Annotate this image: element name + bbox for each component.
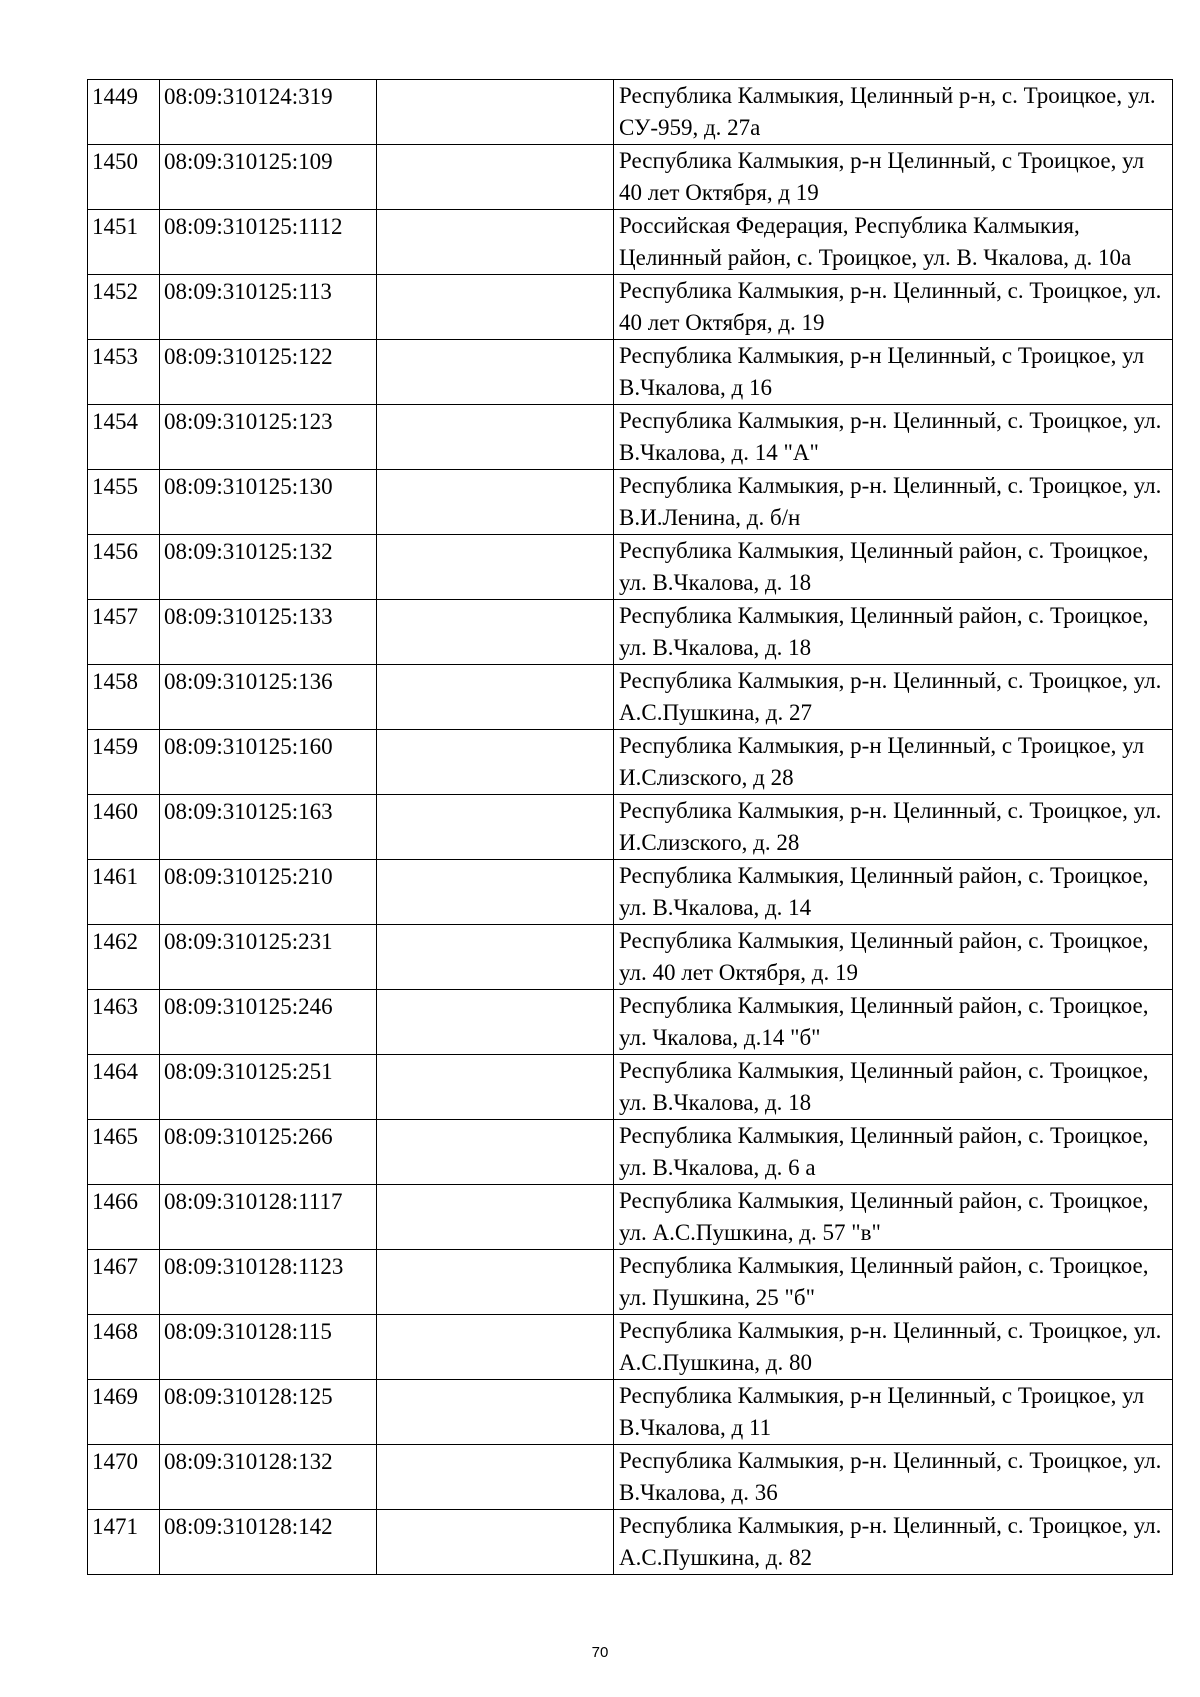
table-row: [88, 1380, 1173, 1445]
address-cell: Республика Калмыкия, р-н. Целинный, с. Троицкое, ул. В.Чкалова, д. 36: [614, 1445, 1173, 1510]
row-number-cell: 1460: [88, 795, 160, 860]
empty-cell: [377, 1380, 614, 1445]
empty-cell: [377, 275, 614, 340]
empty-cell: [377, 600, 614, 665]
property-registry-table: [87, 79, 1173, 1575]
table-row: [88, 405, 1173, 470]
table-row: [88, 80, 1173, 145]
cadastral-number-cell: 08:09:310125:160: [160, 730, 377, 795]
row-number-cell: 1467: [88, 1250, 160, 1315]
address-cell: Российская Федерация, Республика Калмыкия, Целинный район, с. Троицкое, ул. В. Чкалова, д. 10а: [614, 210, 1173, 275]
table-row: [88, 860, 1173, 925]
address-cell: Республика Калмыкия, р-н Целинный, с Троицкое, ул И.Слизского, д 28: [614, 730, 1173, 795]
address-cell: Республика Калмыкия, р-н. Целинный, с. Троицкое, ул. И.Слизского, д. 28: [614, 795, 1173, 860]
row-number-cell: 1453: [88, 340, 160, 405]
address-cell: Республика Калмыкия, р-н. Целинный, с. Троицкое, ул. В.И.Ленина, д. б/н: [614, 470, 1173, 535]
empty-cell: [377, 80, 614, 145]
table-row: [88, 275, 1173, 340]
cadastral-number-cell: 08:09:310128:1123: [160, 1250, 377, 1315]
row-number-cell: 1470: [88, 1445, 160, 1510]
cadastral-number-cell: 08:09:310125:210: [160, 860, 377, 925]
cadastral-number-cell: 08:09:310128:1117: [160, 1185, 377, 1250]
empty-cell: [377, 665, 614, 730]
row-number-cell: 1456: [88, 535, 160, 600]
address-cell: Республика Калмыкия, р-н. Целинный, с. Троицкое, ул. А.С.Пушкина, д. 27: [614, 665, 1173, 730]
table-row: [88, 795, 1173, 860]
cadastral-number-cell: 08:09:310125:251: [160, 1055, 377, 1120]
address-cell: Республика Калмыкия, Целинный район, с. Троицкое, ул. Пушкина, 25 "б": [614, 1250, 1173, 1315]
cadastral-number-cell: 08:09:310125:1112: [160, 210, 377, 275]
row-number-cell: 1464: [88, 1055, 160, 1120]
table-row: [88, 470, 1173, 535]
table-row: [88, 730, 1173, 795]
empty-cell: [377, 1315, 614, 1380]
cadastral-number-cell: 08:09:310125:109: [160, 145, 377, 210]
row-number-cell: 1449: [88, 80, 160, 145]
row-number-cell: 1469: [88, 1380, 160, 1445]
table-row: [88, 665, 1173, 730]
row-number-cell: 1461: [88, 860, 160, 925]
row-number-cell: 1454: [88, 405, 160, 470]
table-row: [88, 990, 1173, 1055]
registry-table-body: [88, 80, 1173, 1575]
empty-cell: [377, 535, 614, 600]
address-cell: Республика Калмыкия, р-н Целинный, с Троицкое, ул В.Чкалова, д 16: [614, 340, 1173, 405]
table-row: [88, 1510, 1173, 1575]
empty-cell: [377, 1445, 614, 1510]
cadastral-number-cell: 08:09:310128:142: [160, 1510, 377, 1575]
address-cell: Республика Калмыкия, Целинный район, с. Троицкое, ул. В.Чкалова, д. 14: [614, 860, 1173, 925]
row-number-cell: 1457: [88, 600, 160, 665]
address-cell: Республика Калмыкия, Целинный район, с. Троицкое, ул. Чкалова, д.14 "б": [614, 990, 1173, 1055]
empty-cell: [377, 1120, 614, 1185]
address-cell: Республика Калмыкия, р-н. Целинный, с. Троицкое, ул. А.С.Пушкина, д. 82: [614, 1510, 1173, 1575]
empty-cell: [377, 145, 614, 210]
row-number-cell: 1451: [88, 210, 160, 275]
address-cell: Республика Калмыкия, р-н. Целинный, с. Троицкое, ул. В.Чкалова, д. 14 "А": [614, 405, 1173, 470]
empty-cell: [377, 795, 614, 860]
row-number-cell: 1459: [88, 730, 160, 795]
row-number-cell: 1450: [88, 145, 160, 210]
row-number-cell: 1465: [88, 1120, 160, 1185]
cadastral-number-cell: 08:09:310125:266: [160, 1120, 377, 1185]
address-cell: Республика Калмыкия, Целинный район, с. Троицкое, ул. А.С.Пушкина, д. 57 "в": [614, 1185, 1173, 1250]
cadastral-number-cell: 08:09:310128:125: [160, 1380, 377, 1445]
row-number-cell: 1468: [88, 1315, 160, 1380]
table-row: [88, 535, 1173, 600]
cadastral-number-cell: 08:09:310125:113: [160, 275, 377, 340]
cadastral-number-cell: 08:09:310125:130: [160, 470, 377, 535]
table-row: [88, 1120, 1173, 1185]
row-number-cell: 1455: [88, 470, 160, 535]
empty-cell: [377, 730, 614, 795]
table-row: [88, 1185, 1173, 1250]
row-number-cell: 1466: [88, 1185, 160, 1250]
cadastral-number-cell: 08:09:310125:132: [160, 535, 377, 600]
cadastral-number-cell: 08:09:310124:319: [160, 80, 377, 145]
address-cell: Республика Калмыкия, р-н. Целинный, с. Троицкое, ул. А.С.Пушкина, д. 80: [614, 1315, 1173, 1380]
address-cell: Республика Калмыкия, р-н Целинный, с Троицкое, ул В.Чкалова, д 11: [614, 1380, 1173, 1445]
empty-cell: [377, 990, 614, 1055]
cadastral-number-cell: 08:09:310125:123: [160, 405, 377, 470]
address-cell: Республика Калмыкия, Целинный район, с. Троицкое, ул. В.Чкалова, д. 18: [614, 1055, 1173, 1120]
table-row: [88, 1055, 1173, 1120]
table-row: [88, 145, 1173, 210]
table-row: [88, 210, 1173, 275]
table-row: [88, 1445, 1173, 1510]
address-cell: Республика Калмыкия, Целинный район, с. Троицкое, ул. В.Чкалова, д. 18: [614, 535, 1173, 600]
address-cell: Республика Калмыкия, р-н. Целинный, с. Троицкое, ул. 40 лет Октября, д. 19: [614, 275, 1173, 340]
cadastral-number-cell: 08:09:310125:246: [160, 990, 377, 1055]
cadastral-number-cell: 08:09:310128:115: [160, 1315, 377, 1380]
row-number-cell: 1452: [88, 275, 160, 340]
address-cell: Республика Калмыкия, Целинный р-н, с. Троицкое, ул. СУ-959, д. 27а: [614, 80, 1173, 145]
page-number: 70: [591, 1644, 609, 1661]
empty-cell: [377, 1055, 614, 1120]
cadastral-number-cell: 08:09:310125:136: [160, 665, 377, 730]
address-cell: Республика Калмыкия, Целинный район, с. Троицкое, ул. 40 лет Октября, д. 19: [614, 925, 1173, 990]
table-row: [88, 600, 1173, 665]
row-number-cell: 1458: [88, 665, 160, 730]
table-row: [88, 925, 1173, 990]
table-row: [88, 1315, 1173, 1380]
cadastral-number-cell: 08:09:310128:132: [160, 1445, 377, 1510]
address-cell: Республика Калмыкия, Целинный район, с. Троицкое, ул. В.Чкалова, д. 18: [614, 600, 1173, 665]
row-number-cell: 1471: [88, 1510, 160, 1575]
cadastral-number-cell: 08:09:310125:163: [160, 795, 377, 860]
empty-cell: [377, 470, 614, 535]
cadastral-number-cell: 08:09:310125:231: [160, 925, 377, 990]
cadastral-number-cell: 08:09:310125:133: [160, 600, 377, 665]
address-cell: Республика Калмыкия, р-н Целинный, с Троицкое, ул 40 лет Октября, д 19: [614, 145, 1173, 210]
row-number-cell: 1462: [88, 925, 160, 990]
empty-cell: [377, 340, 614, 405]
empty-cell: [377, 1250, 614, 1315]
empty-cell: [377, 1510, 614, 1575]
empty-cell: [377, 210, 614, 275]
row-number-cell: 1463: [88, 990, 160, 1055]
cadastral-number-cell: 08:09:310125:122: [160, 340, 377, 405]
table-row: [88, 1250, 1173, 1315]
table-row: [88, 340, 1173, 405]
empty-cell: [377, 860, 614, 925]
address-cell: Республика Калмыкия, Целинный район, с. Троицкое, ул. В.Чкалова, д. 6 а: [614, 1120, 1173, 1185]
empty-cell: [377, 405, 614, 470]
empty-cell: [377, 925, 614, 990]
empty-cell: [377, 1185, 614, 1250]
